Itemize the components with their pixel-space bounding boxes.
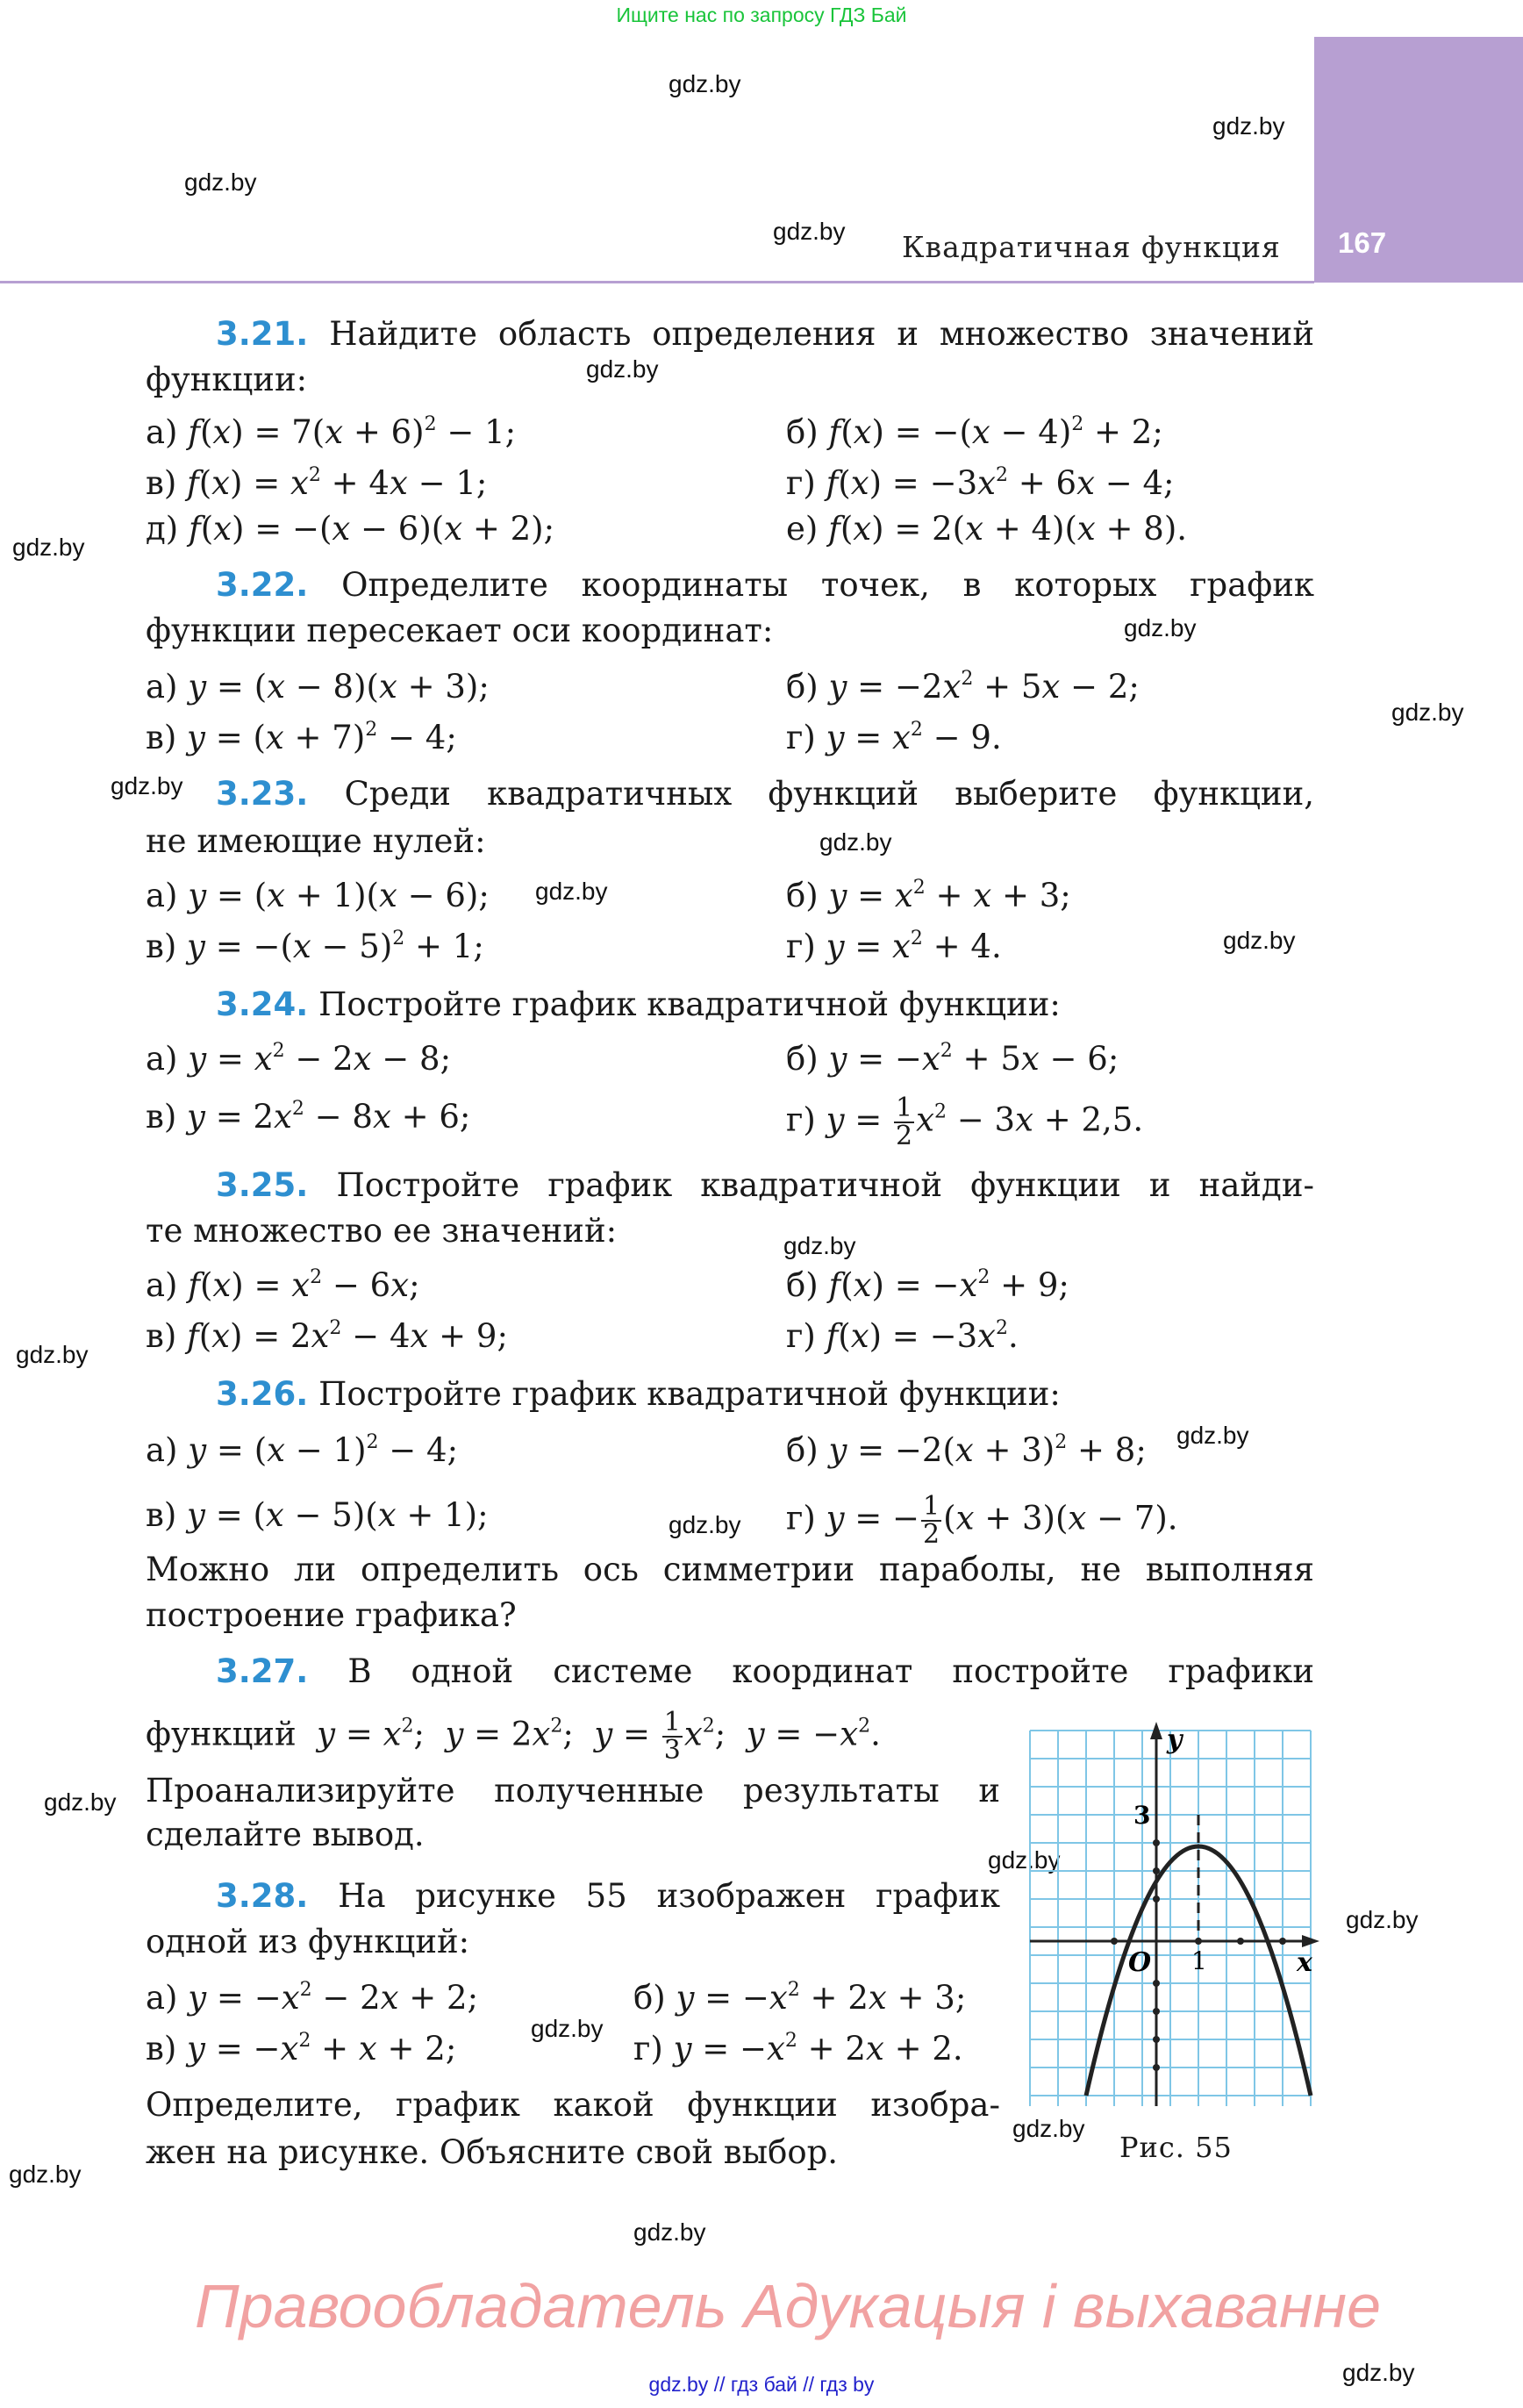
y-axis-label: y (1167, 1724, 1183, 1755)
formula-item: а) y = (x + 1)(x − 6); (146, 877, 490, 914)
tick-label-y: 3 (1133, 1801, 1151, 1830)
problem-3-25-line1: 3.25. Постройте график квадратичной функции и найди- (216, 1166, 1315, 1204)
page-number: 167 (1338, 226, 1387, 259)
watermark: gdz.by (111, 772, 183, 799)
problem-number: 3.25. (216, 1166, 309, 1204)
problem-3-22-line1: 3.22. Определите координаты точек, в которых график (216, 566, 1314, 604)
watermark: gdz.by (1124, 614, 1197, 641)
watermark: gdz.by (633, 2218, 706, 2246)
watermark: gdz.by (184, 168, 257, 196)
formula-item: г) $f(x) = -3x^2 + 6x - 4$; (786, 464, 1175, 502)
problem-3-22-line2: функции пересекает оси координат: (146, 612, 774, 649)
problem-number: 3.24. (216, 985, 309, 1023)
top-banner[interactable]: Ищите нас по запросу ГДЗ Бай (616, 4, 907, 26)
problem-number: 3.27. (216, 1652, 309, 1690)
watermark: gdz.by (1346, 1906, 1419, 1933)
watermark: gdz.by (773, 218, 846, 245)
header-rule (0, 281, 1314, 283)
formula-item: а) $f(x) = 7(x + 6)^2 - 1$; (146, 413, 517, 451)
problem-3-21-line1: 3.21. Найдите область определения и множество значений (216, 315, 1314, 353)
formula-item: г) y = $\frac{1}{2}$ $x^2 - 3x + 2,5$. (786, 1093, 1144, 1151)
problem-3-23-line2: не имеющие нулей: (146, 822, 486, 860)
watermark: gdz.by (1223, 927, 1296, 954)
problem-3-26-line1: 3.26. Постройте график квадратичной функции: (216, 1375, 1061, 1413)
problem-3-28-line2: одной из функций: (146, 1923, 470, 1960)
problem-number: 3.28. (216, 1877, 309, 1915)
problem-3-27-line1: 3.27. В одной системе координат постройте графики (216, 1652, 1314, 1690)
formula-item: б) $y = -2(x + 3)^2 + 8$; (786, 1431, 1147, 1469)
figure-caption: Рис. 55 (1119, 2131, 1233, 2164)
formula-item: в) $f(x) = x^2 + 4x - 1$; (146, 464, 488, 502)
watermark: gdz.by (586, 355, 659, 383)
watermark: gdz.by (9, 2161, 82, 2188)
formula-item: б) $f(x) = -x^2 + 9$; (786, 1266, 1069, 1304)
problem-3-28-line1: 3.28. На рисунке 55 изображен график (216, 1877, 1001, 1915)
formula-item: а) $y = -x^2 - 2x + 2$; (146, 1979, 479, 2017)
problem-3-21-line2: функции: (146, 361, 308, 398)
x-axis-label: x (1297, 1947, 1312, 1978)
formula-item: г) $f(x) = -3x^2$. (786, 1317, 1019, 1355)
watermark: gdz.by (16, 1341, 89, 1368)
origin-label: O (1128, 1947, 1152, 1978)
problem-3-28-line4: жен на рисунке. Объясните свой выбор. (146, 2133, 839, 2171)
formula-item: г) $y = x^2 + 4$. (786, 928, 1002, 965)
problem-3-27-line2: функций $y = x^2$; $y = 2x^2$; y = $\frac{1}{3}$ $x^2$; $y = -x^2$. (146, 1707, 881, 1766)
problem-3-28-line3: Определите, график какой функции изобра- (146, 2086, 1000, 2124)
problem-3-27-line4: сделайте вывод. (146, 1816, 425, 1853)
watermark: gdz.by (1176, 1422, 1249, 1449)
watermark: gdz.by (535, 878, 608, 905)
tick-label-x: 1 (1191, 1946, 1207, 1975)
rights-holder: Правообладатель Адукацыя і выхаванне (195, 2272, 1382, 2340)
problem-number: 3.21. (216, 315, 309, 353)
formula-item: в) $y = 2x^2 - 8x + 6$; (146, 1098, 471, 1136)
problem-3-24-line1: 3.24. Постройте график квадратичной функции: (216, 985, 1061, 1023)
formula-item: г) $y = x^2 - 9$. (786, 719, 1002, 756)
formula-item: г) $y = -x^2 + 2x + 2$. (633, 2030, 963, 2068)
watermark: gdz.by (12, 534, 85, 561)
formula-item: в) $y = (x + 7)^2 - 4$; (146, 719, 457, 756)
formula-item: а) $y = x^2 - 2x - 8$; (146, 1040, 452, 1078)
watermark: gdz.by (669, 1511, 741, 1538)
formula-item: е) f(x) = 2(x + 4)(x + 8). (786, 510, 1188, 548)
problem-3-23-line1: 3.23. Среди квадратичных функций выберите функции, (216, 775, 1314, 813)
formula-item: б) $y = -2x^2 + 5x - 2$; (786, 668, 1140, 706)
formula-item: б) $y = x^2 + x + 3$; (786, 877, 1071, 914)
formula-item: в) y = (x − 5)(x + 1); (146, 1496, 489, 1534)
watermark: gdz.by (44, 1788, 117, 1816)
watermark: gdz.by (1012, 2115, 1085, 2142)
formula-item: б) $y = -x^2 + 2x + 3$; (633, 1979, 967, 2017)
grid (1030, 1731, 1311, 2106)
problem-number: 3.26. (216, 1375, 309, 1413)
formula-item: а) $y = (x - 1)^2 - 4$; (146, 1431, 459, 1469)
problem-3-25-line2: те множество ее значений: (146, 1212, 618, 1250)
watermark: gdz.by (1391, 699, 1464, 726)
watermark: gdz.by (1342, 2359, 1415, 2386)
watermark: gdz.by (819, 828, 892, 856)
formula-item: г) y = − $\frac{1}{2}$ (x + 3)(x − 7). (786, 1491, 1178, 1550)
footer-links[interactable]: gdz.by // гдз бай // гдз by (648, 2373, 875, 2396)
parabola-figure (1026, 1720, 1325, 2106)
watermark: gdz.by (988, 1846, 1061, 1874)
watermark: gdz.by (669, 70, 741, 97)
watermark: gdz.by (531, 2015, 604, 2042)
watermark: gdz.by (1212, 112, 1285, 140)
formula-item: в) $f(x) = 2x^2 - 4x + 9$; (146, 1317, 508, 1355)
formula-item: а) $f(x) = x^2 - 6x$; (146, 1266, 420, 1304)
formula-item: в) $y = -x^2 + x + 2$; (146, 2030, 457, 2068)
watermark: gdz.by (783, 1232, 856, 1259)
problem-number: 3.23. (216, 775, 309, 813)
problem-number: 3.22. (216, 566, 309, 604)
formula-item: б) $f(x) = -(x - 4)^2 + 2$; (786, 413, 1163, 451)
formula-item: а) y = (x − 8)(x + 3); (146, 668, 490, 706)
formula-item: б) $y = -x^2 + 5x - 6$; (786, 1040, 1119, 1078)
running-title: Квадратичная функция (902, 230, 1281, 264)
problem-3-26-question2: построение графика? (146, 1596, 517, 1634)
problem-3-27-line3: Проанализируйте полученные результаты и (146, 1772, 1000, 1810)
formula-item: в) $y = -(x - 5)^2 + 1$; (146, 928, 484, 965)
problem-3-26-question1: Можно ли определить ось симметрии параболы, не выполняя (146, 1551, 1314, 1588)
formula-item: д) f(x) = −(x − 6)(x + 2); (146, 510, 555, 548)
